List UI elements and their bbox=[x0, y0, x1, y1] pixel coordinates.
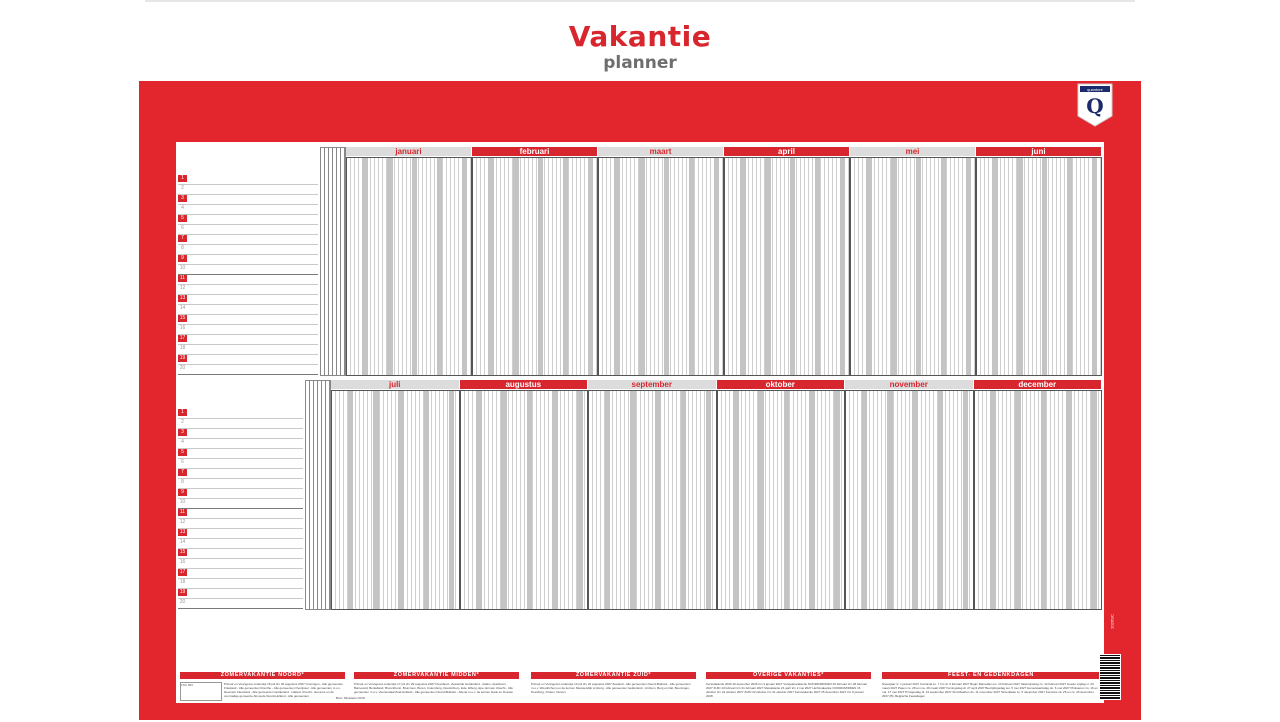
row-name-field[interactable] bbox=[189, 194, 317, 204]
month-grid-4[interactable] bbox=[850, 157, 976, 376]
weekend-shade bbox=[966, 158, 971, 375]
row-number: 20 bbox=[179, 365, 186, 371]
month-header-5: juni bbox=[976, 147, 1101, 156]
weekend-shade bbox=[834, 391, 840, 609]
vacation-text-4: Nieuwjaar vr. 1 januari 2027 Carnaval zo. 7 t/m di. 9 februari 2027 Begin Ramadan wo. 10 februari 2027 Valentijnsdag zo. 14 februari 2027 Goede vrijdag vr. 26 maart 2027 Pasen zo. 28 en ma. 29 maart 2027 Koningsdag di. 27 april 2027 Bevrijdingsdag wo. 5 mei 2027 Hemelvaartsdag do. 6 mei 2027 Pinksteren zo. 16 en ma. 17 mei 2027 Prinsjesdag di. 21 september 2027 Sint-Maarten do. 11 november 2027 Sinterklaas zo. 5 december 2027 Kerstmis za. 25 en zo. 26 december 2027 (B): Belgische Feestdagen bbox=[882, 682, 1098, 698]
vacation-header-1: ZOMERVAKANTIE MIDDEN* bbox=[354, 672, 519, 679]
row-number: 1 bbox=[178, 175, 187, 182]
month-grid-4[interactable] bbox=[845, 390, 974, 610]
row-name-field[interactable] bbox=[189, 548, 302, 558]
weekend-shade bbox=[605, 391, 611, 609]
barcode bbox=[1099, 654, 1121, 700]
page-subtitle: planner bbox=[603, 53, 677, 73]
weekend-shade bbox=[412, 158, 417, 375]
row-number: 11 bbox=[179, 275, 186, 281]
month-grid-2[interactable] bbox=[588, 390, 717, 610]
row-name-field[interactable] bbox=[189, 264, 317, 274]
month-header-4: mei bbox=[850, 147, 975, 156]
weekend-shade bbox=[809, 391, 815, 609]
row-number: 5 bbox=[178, 215, 187, 222]
weekend-shade bbox=[1066, 391, 1072, 609]
row-name-field[interactable] bbox=[189, 528, 302, 538]
weekend-shade bbox=[916, 158, 921, 375]
weekend-shade bbox=[1015, 391, 1021, 609]
weekend-shade bbox=[424, 391, 430, 609]
weekend-shade bbox=[758, 391, 764, 609]
weekend-shade bbox=[1091, 391, 1097, 609]
row-name-field[interactable] bbox=[189, 244, 317, 254]
product-code: 2026SC bbox=[1109, 614, 1115, 629]
logo-letter: Q bbox=[1086, 94, 1104, 118]
vacation-text-2: Primair en Voortgezet onderwijs 10 juli t/m 22 augustus 2027 Zeeland - Alle gemeenten Noord-Brabant - Alle gemeenten m.u.v. Woudrichem en de kernen Nieuwendijk Limburg - Alle gemeenten Gelderland - Arnhem, Berg en Dal, Beuningen, Doesburg, Druten, Duiven bbox=[531, 682, 691, 694]
row-line bbox=[178, 608, 303, 609]
row-name-field[interactable] bbox=[189, 284, 317, 294]
summary-columns bbox=[320, 147, 346, 376]
weekend-shade bbox=[681, 391, 687, 609]
row-name-field[interactable] bbox=[189, 478, 302, 488]
vacation-header-0: ZOMERVAKANTIE NOORD* bbox=[180, 672, 345, 679]
weekend-shade bbox=[501, 391, 507, 609]
weekend-shade bbox=[689, 158, 694, 375]
page-title: Vakantie bbox=[568, 20, 712, 53]
row-name-field[interactable] bbox=[189, 468, 302, 478]
row-name-field[interactable] bbox=[189, 488, 302, 498]
row-number: 14 bbox=[179, 539, 186, 545]
weekend-shade bbox=[664, 158, 669, 375]
row-number: 14 bbox=[179, 305, 186, 311]
month-grid-0[interactable] bbox=[346, 157, 472, 376]
row-name-field[interactable] bbox=[189, 254, 317, 264]
weekend-shade bbox=[765, 158, 770, 375]
row-number: 8 bbox=[178, 479, 187, 486]
weekend-shade bbox=[1042, 158, 1047, 375]
row-number: 3 bbox=[178, 429, 187, 436]
row-number: 20 bbox=[179, 599, 186, 605]
month-grid-5[interactable] bbox=[976, 157, 1102, 376]
row-name-field[interactable] bbox=[189, 408, 302, 418]
row-number: 3 bbox=[178, 195, 187, 202]
row-number: 13 bbox=[179, 295, 186, 301]
row-number: 7 bbox=[178, 469, 187, 476]
row-name-field[interactable] bbox=[189, 558, 302, 568]
row-number: 12 bbox=[179, 285, 186, 291]
row-name-field[interactable] bbox=[189, 174, 317, 184]
month-grid-1[interactable] bbox=[460, 390, 589, 610]
weekend-shade bbox=[887, 391, 893, 609]
month-grid-3[interactable] bbox=[724, 157, 850, 376]
row-name-field[interactable] bbox=[189, 334, 317, 344]
weekend-shade bbox=[387, 158, 392, 375]
row-name-field[interactable] bbox=[189, 344, 317, 354]
weekend-shade bbox=[992, 158, 997, 375]
weekend-shade bbox=[639, 158, 644, 375]
weekend-shade bbox=[588, 158, 593, 375]
quantore-logo bbox=[1076, 82, 1114, 128]
month-grid-5[interactable] bbox=[974, 390, 1103, 610]
row-name-field[interactable] bbox=[189, 224, 317, 234]
row-number: 19 bbox=[179, 355, 186, 361]
weekend-shade bbox=[348, 391, 354, 609]
month-grid-0[interactable] bbox=[331, 390, 460, 610]
first-half-year-panel bbox=[176, 144, 1104, 376]
weekend-shade bbox=[941, 158, 946, 375]
row-name-field[interactable] bbox=[189, 588, 302, 598]
weekend-shade bbox=[706, 391, 712, 609]
weekend-shade bbox=[714, 158, 719, 375]
month-header-0: juli bbox=[331, 380, 459, 389]
fsc-logo bbox=[180, 682, 222, 701]
month-header-2: september bbox=[588, 380, 716, 389]
planner-board bbox=[139, 81, 1141, 720]
row-name-field[interactable] bbox=[189, 428, 302, 438]
weekend-shade bbox=[815, 158, 820, 375]
month-header-3: oktober bbox=[717, 380, 845, 389]
row-name-field[interactable] bbox=[189, 438, 302, 448]
second-half-year-panel bbox=[176, 379, 1104, 669]
weekend-shade bbox=[513, 158, 518, 375]
row-number: 6 bbox=[178, 459, 187, 466]
row-number: 15 bbox=[179, 549, 186, 555]
month-header-3: april bbox=[724, 147, 849, 156]
row-number: 9 bbox=[178, 489, 187, 496]
weekend-shade bbox=[552, 391, 558, 609]
logo-brand: quantore bbox=[1087, 87, 1103, 92]
row-number: 9 bbox=[178, 255, 187, 262]
month-header-5: december bbox=[974, 380, 1102, 389]
planner-sheet bbox=[176, 142, 1104, 703]
row-name-field[interactable] bbox=[189, 304, 317, 314]
row-name-field[interactable] bbox=[189, 508, 302, 518]
row-number: 10 bbox=[179, 265, 186, 271]
row-number: 4 bbox=[178, 205, 187, 212]
source-note: Bron: Ministerie OCW bbox=[336, 696, 366, 700]
weekend-shade bbox=[373, 391, 379, 609]
weekend-shade bbox=[527, 391, 533, 609]
row-name-field[interactable] bbox=[189, 568, 302, 578]
weekend-shade bbox=[538, 158, 543, 375]
vacation-header-4: FEEST- EN GEDENKDAGEN bbox=[882, 672, 1100, 679]
row-number: 7 bbox=[178, 235, 187, 242]
weekend-shade bbox=[740, 158, 745, 375]
row-number: 18 bbox=[179, 345, 186, 351]
fsc-label: FSC MIX bbox=[181, 683, 194, 687]
row-number: 12 bbox=[179, 519, 186, 525]
row-number: 16 bbox=[179, 325, 186, 331]
row-line bbox=[178, 374, 318, 375]
row-number: 10 bbox=[179, 499, 186, 505]
summary-columns bbox=[305, 380, 331, 610]
weekend-shade bbox=[449, 391, 455, 609]
row-name-field[interactable] bbox=[189, 518, 302, 528]
row-name-field[interactable] bbox=[189, 538, 302, 548]
row-number: 4 bbox=[178, 439, 187, 446]
row-name-field[interactable] bbox=[189, 204, 317, 214]
row-number: 1 bbox=[178, 409, 187, 416]
weekend-shade bbox=[862, 391, 868, 609]
row-number: 16 bbox=[179, 559, 186, 565]
row-name-field[interactable] bbox=[189, 274, 317, 284]
row-number: 11 bbox=[179, 509, 186, 515]
weekend-shade bbox=[437, 158, 442, 375]
row-number: 8 bbox=[178, 245, 187, 252]
month-header-2: maart bbox=[598, 147, 723, 156]
vacation-text-1: Primair en Voortgezet onderwijs 17 juli t/m 29 augustus 2027 Flevoland - Zeewolde Gelderland - Aalten, Apeldoorn, Barneveld, Berkelland, Bronckhorst, Brummen, Buren, Culemborg, Doetinchem, Ede, Elburg, Epe, Ermelo Utrecht - Alle gemeenten m.u.v. Veenendaal Zuid-Holland - Alle gemeenten Noord-Brabant - Altena m.u.v. de kernen Hank en Dussen bbox=[354, 682, 514, 694]
row-name-field[interactable] bbox=[189, 498, 302, 508]
weekend-shade bbox=[733, 391, 739, 609]
weekend-shade bbox=[938, 391, 944, 609]
row-name-field[interactable] bbox=[189, 354, 317, 364]
row-name-field[interactable] bbox=[189, 578, 302, 588]
vacation-header-2: ZOMERVAKANTIE ZUID* bbox=[531, 672, 696, 679]
weekend-shade bbox=[655, 391, 661, 609]
weekend-shade bbox=[488, 158, 493, 375]
weekend-shade bbox=[891, 158, 896, 375]
row-name-field[interactable] bbox=[189, 418, 302, 428]
row-number: 17 bbox=[179, 335, 186, 341]
weekend-shade bbox=[840, 158, 845, 375]
weekend-shade bbox=[563, 158, 568, 375]
month-header-4: november bbox=[845, 380, 973, 389]
top-divider bbox=[145, 0, 1135, 2]
vacation-header-3: OVERIGE VAKANTIES* bbox=[706, 672, 871, 679]
row-number: 2 bbox=[178, 419, 187, 426]
month-grid-2[interactable] bbox=[598, 157, 724, 376]
month-header-0: januari bbox=[346, 147, 471, 156]
vacation-text-3: Kerstvakantie 2026 19 december 2026 t/m 3 januari 2027 Voorjaarsvakantie NOORD/MIDDEN 20 februari t/m 28 februari 2027 ZUID 13 februari t/m 21 februari 2027 Meivakantie 24 april t/m 2 mei 2027 Herfstvakantie NOORD/MIDDEN 16 oktober t/m 24 oktober 2027 ZUID 23 oktober t/m 31 oktober 2027 Kerstvakantie 2027 25 december 2027 t/m 9 januari 2028 bbox=[706, 682, 868, 698]
weekend-shade bbox=[577, 391, 583, 609]
row-name-field[interactable] bbox=[189, 294, 317, 304]
row-name-field[interactable] bbox=[189, 214, 317, 224]
row-name-field[interactable] bbox=[189, 314, 317, 324]
weekend-shade bbox=[462, 158, 467, 375]
row-number: 13 bbox=[179, 529, 186, 535]
weekend-shade bbox=[990, 391, 996, 609]
row-number: 6 bbox=[178, 225, 187, 232]
row-number: 5 bbox=[178, 449, 187, 456]
weekend-shade bbox=[476, 391, 482, 609]
weekend-shade bbox=[614, 158, 619, 375]
weekend-shade bbox=[1067, 158, 1072, 375]
weekend-shade bbox=[866, 158, 871, 375]
row-number: 18 bbox=[179, 579, 186, 585]
month-grid-3[interactable] bbox=[717, 390, 846, 610]
row-name-field[interactable] bbox=[189, 458, 302, 468]
weekend-shade bbox=[1017, 158, 1022, 375]
month-grid-1[interactable] bbox=[472, 157, 598, 376]
weekend-shade bbox=[912, 391, 918, 609]
row-number: 2 bbox=[178, 185, 187, 192]
weekend-shade bbox=[784, 391, 790, 609]
row-name-field[interactable] bbox=[189, 324, 317, 334]
row-number: 19 bbox=[179, 589, 186, 595]
weekend-shade bbox=[963, 391, 969, 609]
weekend-shade bbox=[630, 391, 636, 609]
month-header-1: augustus bbox=[460, 380, 588, 389]
weekend-shade bbox=[1041, 391, 1047, 609]
row-name-field[interactable] bbox=[189, 364, 317, 374]
weekend-shade bbox=[362, 158, 367, 375]
row-name-field[interactable] bbox=[189, 448, 302, 458]
row-name-field[interactable] bbox=[189, 184, 317, 194]
row-number: 15 bbox=[179, 315, 186, 321]
weekend-shade bbox=[1092, 158, 1097, 375]
weekend-shade bbox=[790, 158, 795, 375]
row-name-field[interactable] bbox=[189, 598, 302, 608]
month-header-1: februari bbox=[472, 147, 597, 156]
vacation-text-0: Primair en Voortgezet onderwijs 18 juli t/m 30 augustus 2027 Groningen - Alle gemeenten Friesland - Alle gemeenten Drenthe - Alle gemeenten Overijssel - Alle gemeenten m.u.v. Deventer Flevoland - Alle gemeenten Gelderland - Hattem Utrecht - Eemnes en de voormalige gemeente Abcoude Noord-Holland - Alle gemeenten bbox=[224, 682, 343, 698]
row-number: 17 bbox=[179, 569, 186, 575]
row-name-field[interactable] bbox=[189, 234, 317, 244]
weekend-shade bbox=[398, 391, 404, 609]
